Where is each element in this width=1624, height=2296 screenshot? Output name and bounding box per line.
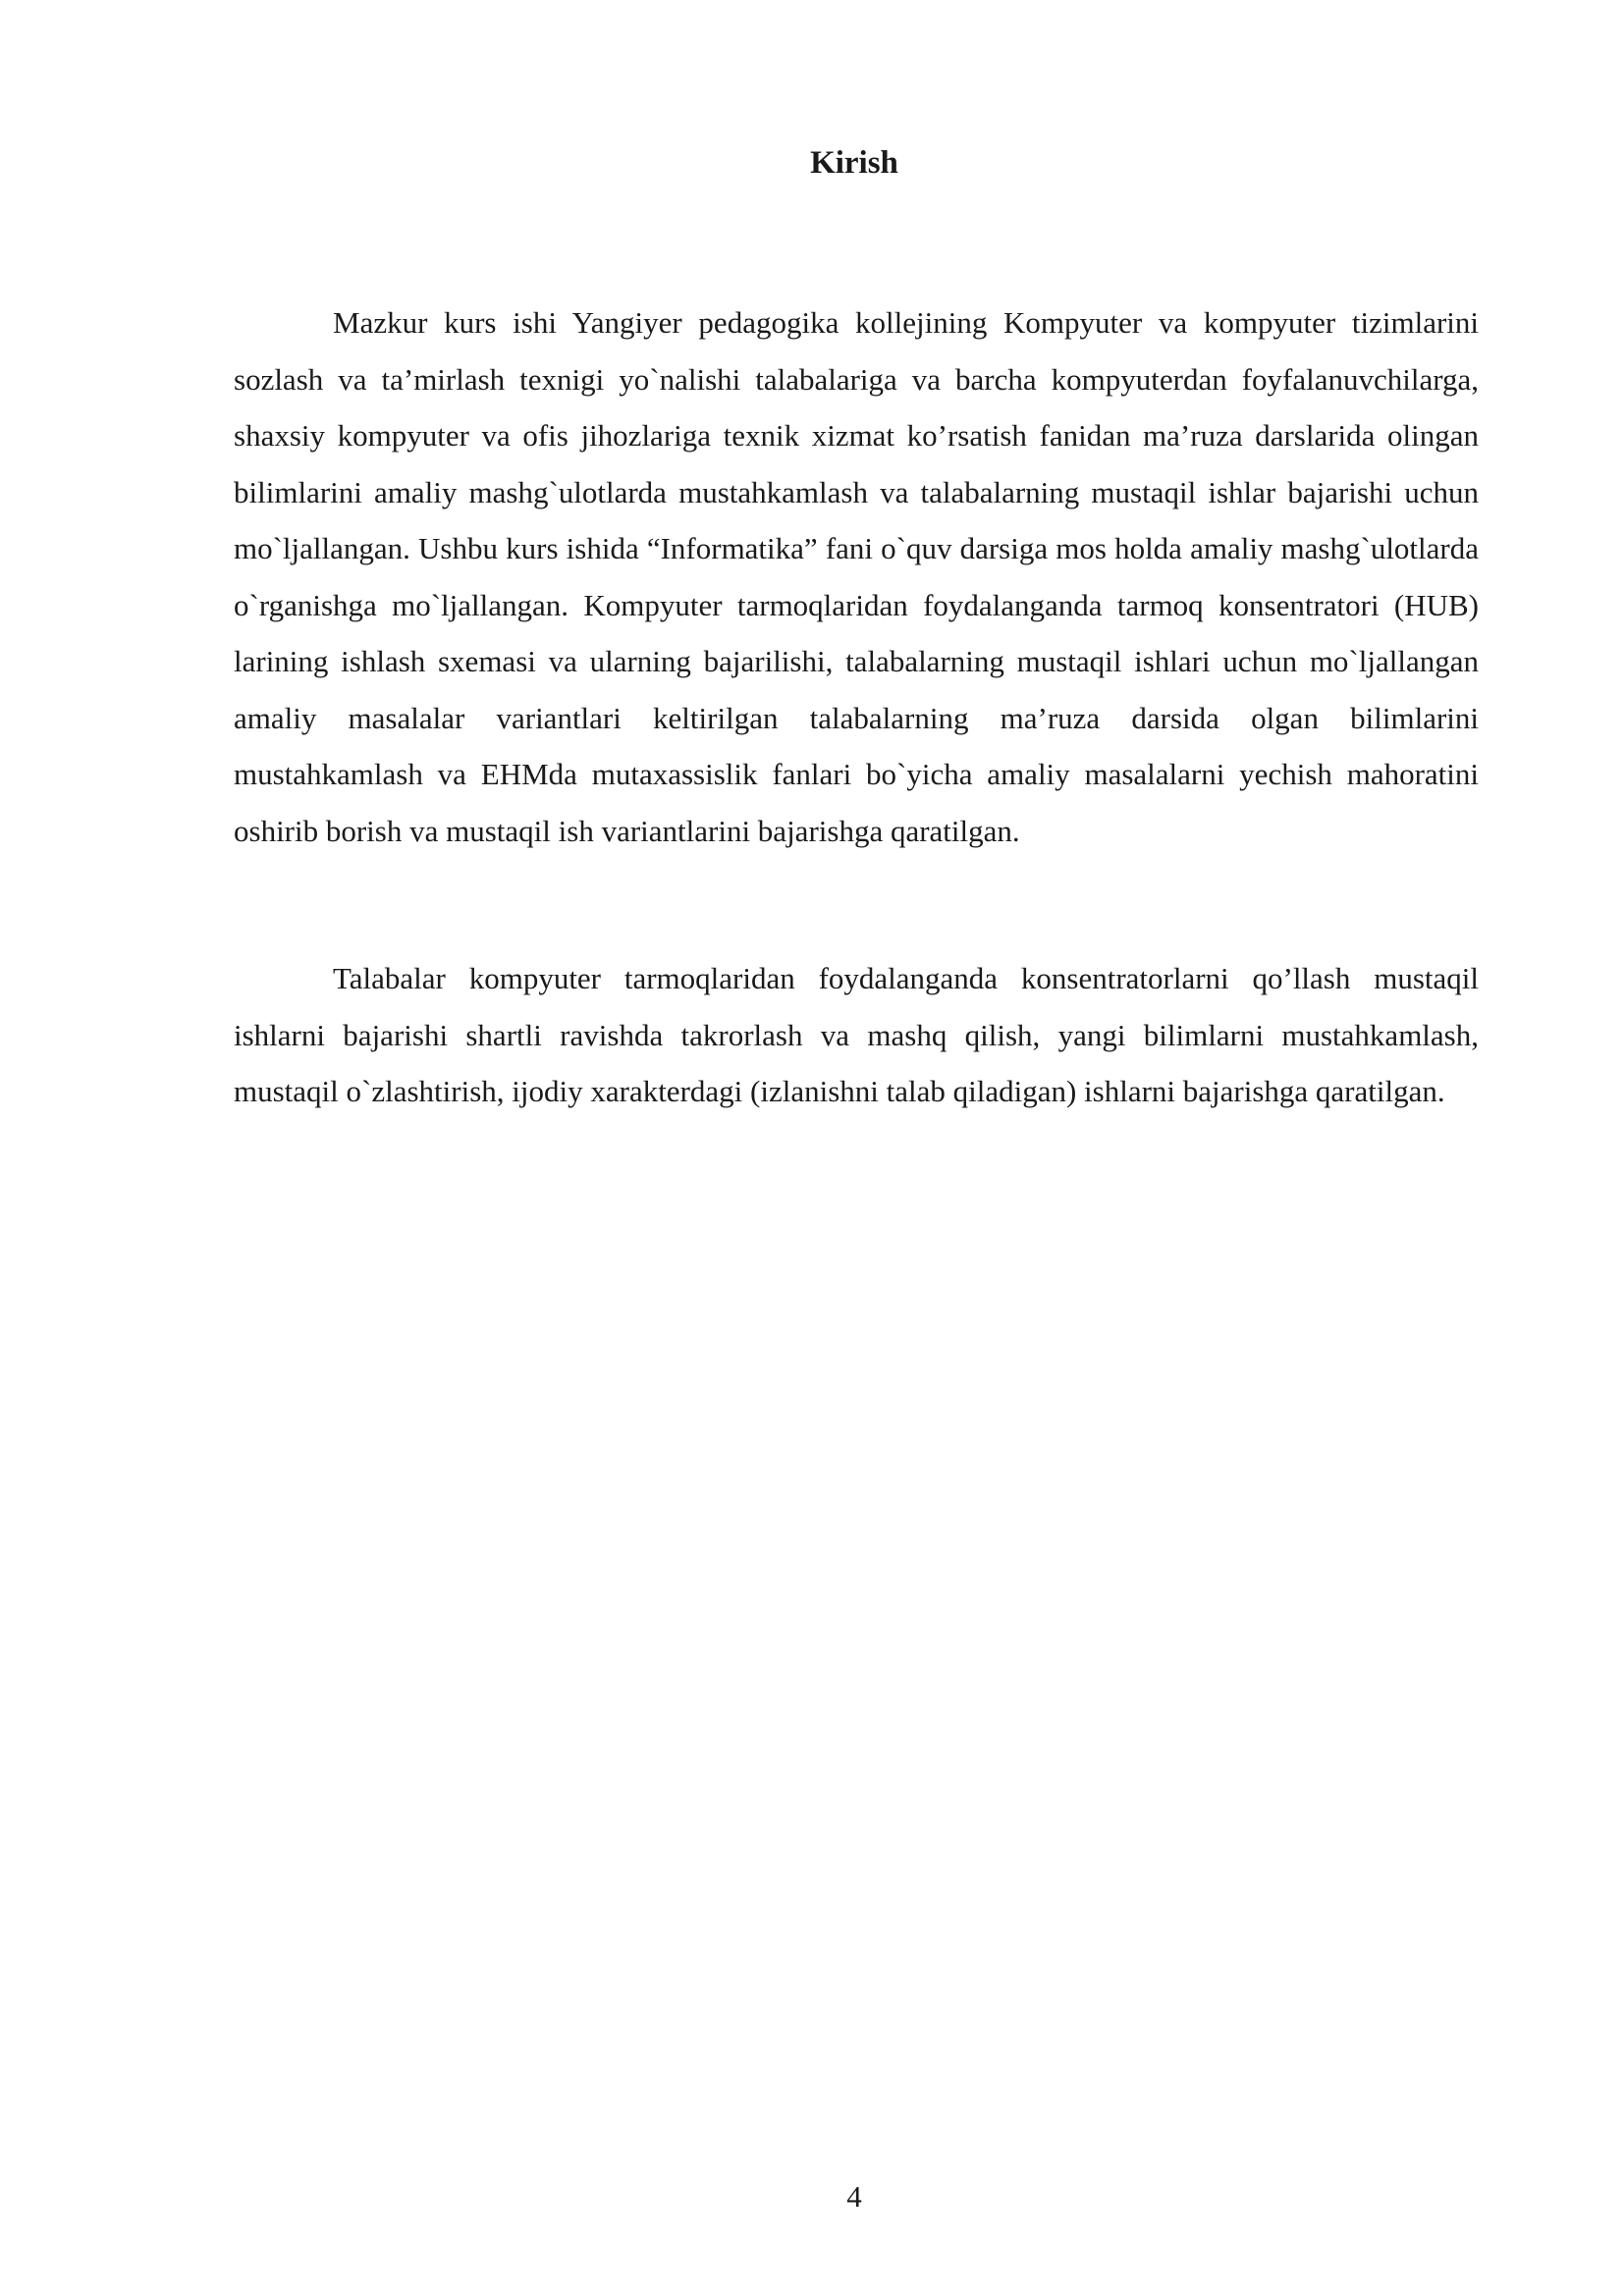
- page-title: Kirish: [810, 145, 898, 181]
- page-number: 4: [846, 2179, 862, 2214]
- body-paragraph-2: Talabalar kompyuter tarmoqlaridan foydalanganda konsentratorlarni qo’llash mustaqil ishlarni bajarishi shartli ravishda takrorlash va mashq qilish, yangi bilimlarni mustahkamlash, mustaqil o`zlashtirish, ijodiy xarakterdagi (izlanishni talab qiladigan) ishlarni bajarishga qaratilgan.: [234, 961, 1479, 1108]
- body-paragraph-1: Mazkur kurs ishi Yangiyer pedagogika kollejining Kompyuter va kompyuter tizimlarini sozlash va ta’mirlash texnigi yo`nalishi talabalariga va barcha kompyuterdan foyfalanuvchilarga, shaxsiy kompyuter va ofis jihozlariga texnik xizmat ko’rsatish fanidan ma’ruza darslarida olingan bilimlarini amaliy mashg`ulotlarda mustahkamlash va talabalarning mustaqil ishlar bajarishi uchun mo`ljallangan. Ushbu kurs ishida “Informatika” fani o`quv darsiga mos holda amaliy mashg`ulotlarda o`rganishga mo`ljallangan. Kompyuter tarmoqlaridan foydalanganda tarmoq konsentratori (HUB) larining ishlash sxemasi va ularning bajarilishi, talabalarning mustaqil ishlari uchun mo`ljallangan amaliy masalalar variantlari keltirilgan talabalarning ma’ruza darsida olgan bilimlarini mustahkamlash va EHMda mutaxassislik fanlari bo`yicha amaliy masalalarni yechish mahoratini oshirib borish va mustaqil ish variantlarini bajarishga qaratilgan.: [234, 305, 1479, 848]
